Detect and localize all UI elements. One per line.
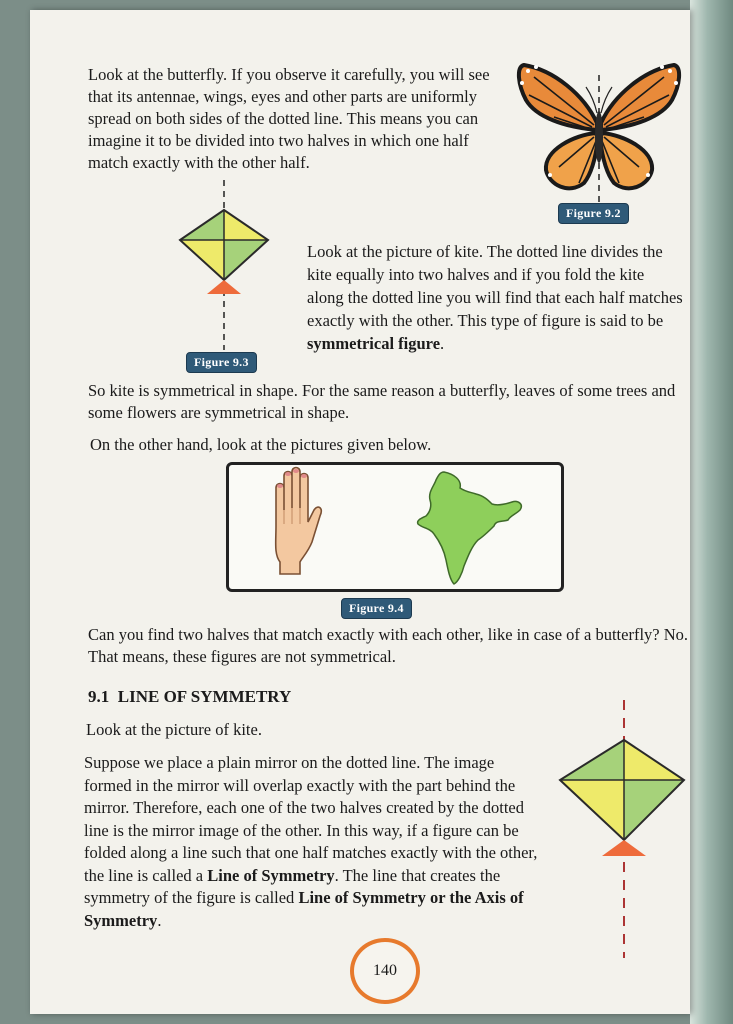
kite-paragraph-text: Look at the picture of kite. The dotted line divides the kite equally into two halves and if you fold the kite along the dotted line you will find that each half matches exactly with the other. This type of figure is said to be [307, 242, 683, 330]
symmetrical-figure-term: symmetrical figure [307, 334, 441, 353]
kite-paragraph [307, 240, 685, 355]
india-map-illustration [414, 470, 526, 586]
section-number: 9.1 [88, 687, 110, 706]
section-intro: Look at the picture of kite. [86, 720, 262, 739]
butterfly-paragraph: Look at the butterfly. If you observe it carefully, you will see that its antennae, wings, eyes and other parts are uniformly spread on both sides of the dotted line. This means you can imagine it to be divided into two halves in which one half match exactly with the other half. [88, 65, 490, 172]
hand-illustration [262, 466, 324, 578]
figure-9-3-label: Figure 9.3 [186, 352, 257, 373]
axis-of-symmetry-term: Line of Symmetry or the Axis of Symmetry [84, 888, 524, 930]
section-title: LINE OF SYMMETRY [117, 687, 292, 706]
kite-symmetric-paragraph: So kite is symmetrical in shape. For the same reason a butterfly, leaves of some trees and some flowers are symmetrical in shape. [88, 381, 676, 422]
kite-illustration [175, 180, 275, 350]
page-edge [690, 0, 733, 1024]
butterfly-illustration [514, 55, 684, 205]
figure-9-2-label: Figure 9.2 [558, 203, 629, 224]
section-heading [88, 687, 291, 707]
large-kite-illustration [556, 700, 688, 960]
question-paragraph: Can you find two halves that match exactly with each other, like in case of a butterfly? No. That means, these figures are not symmetrical. [88, 625, 689, 666]
kite-paragraph-end: . [440, 334, 445, 353]
mirror-paragraph-mid: . The line that creates the symmetry of the figure is called [84, 865, 501, 907]
figure-9-4-label: Figure 9.4 [341, 598, 412, 619]
mirror-paragraph [84, 752, 539, 932]
page-number: 140 [350, 938, 420, 1004]
mirror-paragraph-end: . [157, 910, 162, 930]
mirror-paragraph-text: Suppose we place a plain mirror on the dotted line. The image formed in the mirror will overlap exactly with the part behind the mirror. Therefore, each one of the two halves created by the dotted line is the mirror image of the other. In this way, if a figure can be folded along a line such that one half matches exactly with the other, the line is called a [84, 753, 538, 885]
other-hand-paragraph: On the other hand, look at the pictures given below. [90, 435, 432, 454]
line-of-symmetry-term: Line of Symmetry [207, 865, 335, 885]
